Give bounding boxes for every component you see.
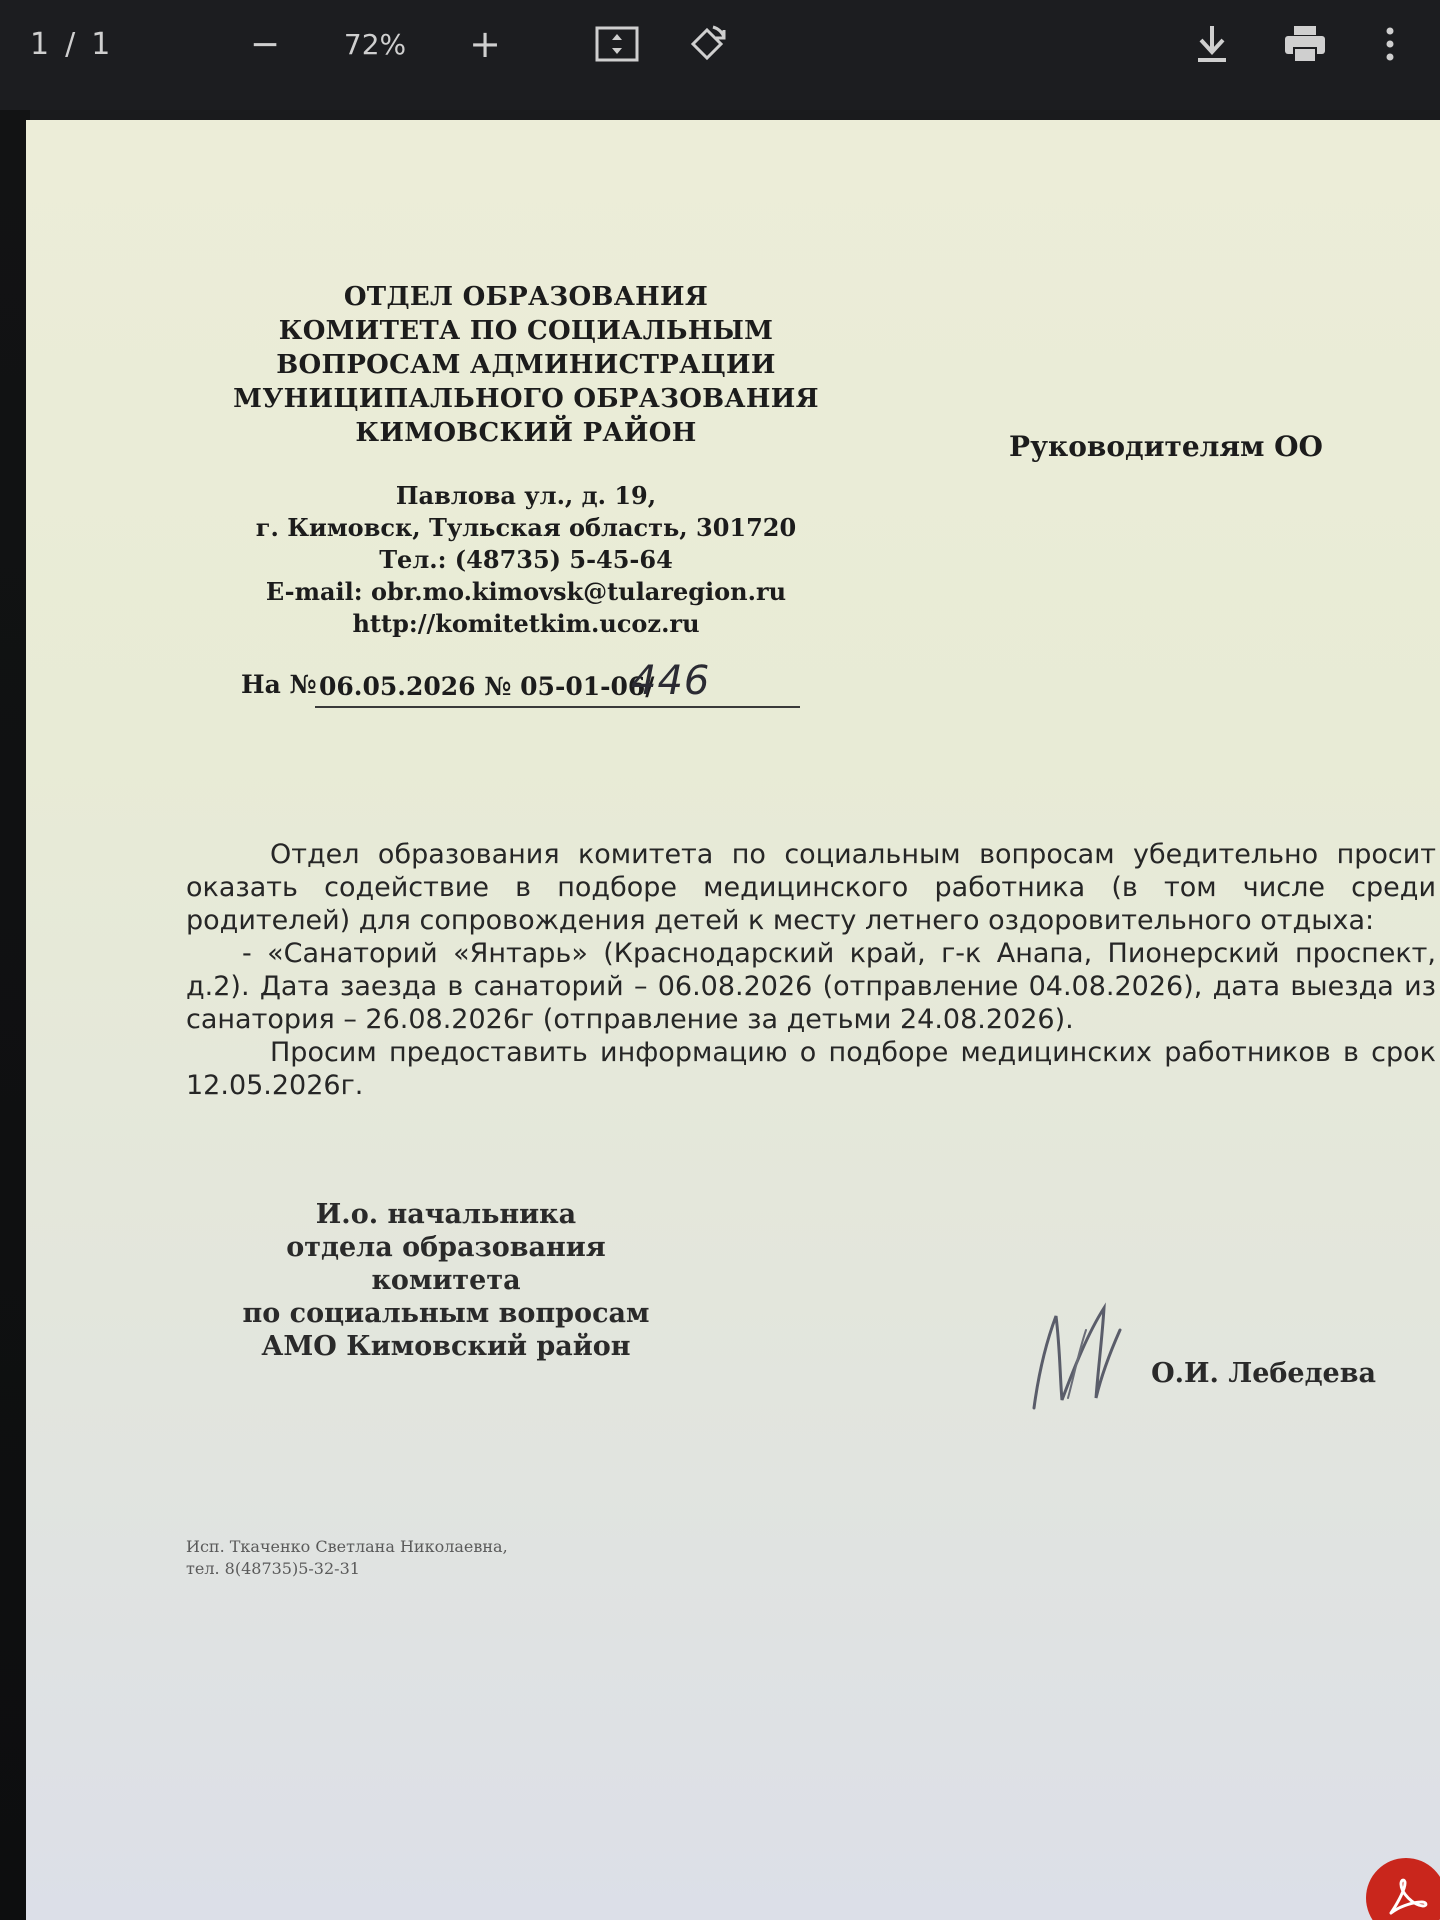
header-line: ВОПРОСАМ АДМИНИСТРАЦИИ bbox=[276, 350, 776, 380]
document-page bbox=[26, 120, 1440, 1920]
letter-body bbox=[186, 838, 1436, 1102]
contact-email: E-mail: obr.mo.kimovsk@tularegion.ru bbox=[265, 577, 787, 606]
header-line: МУНИЦИПАЛЬНОГО ОБРАЗОВАНИЯ bbox=[233, 384, 819, 414]
reference-number bbox=[241, 658, 801, 712]
signatory-line: отдела образования комитета bbox=[286, 1232, 606, 1296]
executor-name: Исп. Ткаченко Светлана Николаевна, bbox=[186, 1537, 508, 1556]
contact-website: http://komitetkim.ucoz.ru bbox=[352, 609, 700, 638]
handwritten-number: 446 bbox=[631, 658, 711, 704]
body-paragraph: Просим предоставить информацию о подборе медицинских работников в срок 12.05.2026г. bbox=[186, 1037, 1436, 1101]
executor-info bbox=[186, 1536, 686, 1580]
total-pages: 1 bbox=[91, 26, 113, 62]
signatory-line: И.о. начальника bbox=[315, 1199, 577, 1230]
header-line: КОМИТЕТА ПО СОЦИАЛЬНЫМ bbox=[278, 316, 774, 346]
current-page[interactable]: 1 bbox=[30, 26, 52, 62]
header-line: КИМОВСКИЙ РАЙОН bbox=[355, 418, 697, 448]
body-paragraph: - «Санаторий «Янтарь» (Краснодарский край, г-к Анапа, Пионерский проспект, д.2). Дата заезда в санаторий – 06.08.2026 (отправление 04.08.2026), дата выезда из санатория – 26.08.2026г (отправление за детьми 24.08.2026). bbox=[186, 938, 1436, 1035]
body-paragraph: Отдел образования комитета по социальным вопросам убедительно просит оказать содействие в подборе медицинского работника (в том числе среди родителей) для сопровождения детей к месту летнего оздоровительного отдыха: bbox=[186, 839, 1436, 936]
signatory-line: по социальным вопросам bbox=[242, 1298, 650, 1329]
reference-value: 06.05.2026 № 05-01-06/ bbox=[319, 672, 655, 701]
reference-label: На № bbox=[241, 670, 317, 699]
fit-page-icon[interactable] bbox=[590, 20, 644, 68]
page-indicator[interactable] bbox=[30, 20, 160, 68]
download-icon[interactable] bbox=[1185, 20, 1239, 68]
reference-underline bbox=[315, 706, 800, 708]
pdf-viewer-toolbar bbox=[0, 0, 1440, 110]
contact-phone: Тел.: (48735) 5-45-64 bbox=[379, 545, 673, 574]
executor-phone: тел. 8(48735)5-32-31 bbox=[186, 1559, 360, 1578]
contact-city: г. Кимовск, Тульская область, 301720 bbox=[255, 513, 797, 542]
zoom-level[interactable]: 72% bbox=[343, 27, 407, 61]
zoom-in-button[interactable]: + bbox=[469, 22, 501, 66]
more-menu-icon[interactable] bbox=[1370, 20, 1410, 68]
header-line: ОТДЕЛ ОБРАЗОВАНИЯ bbox=[343, 282, 709, 312]
zoom-out-button[interactable]: − bbox=[249, 23, 281, 65]
rotate-icon[interactable] bbox=[680, 20, 734, 68]
signatory-title bbox=[211, 1198, 681, 1363]
page-separator: / bbox=[65, 26, 78, 62]
addressee: Руководителям ОО bbox=[1009, 430, 1323, 463]
signatory-line: АМО Кимовский район bbox=[261, 1331, 631, 1362]
contact-block bbox=[206, 480, 846, 640]
print-icon[interactable] bbox=[1275, 20, 1335, 68]
contact-address: Павлова ул., д. 19, bbox=[395, 481, 657, 510]
handwritten-signature bbox=[1016, 1278, 1156, 1428]
signer-name: О.И. Лебедева bbox=[1151, 1358, 1376, 1389]
organization-header bbox=[206, 280, 846, 450]
